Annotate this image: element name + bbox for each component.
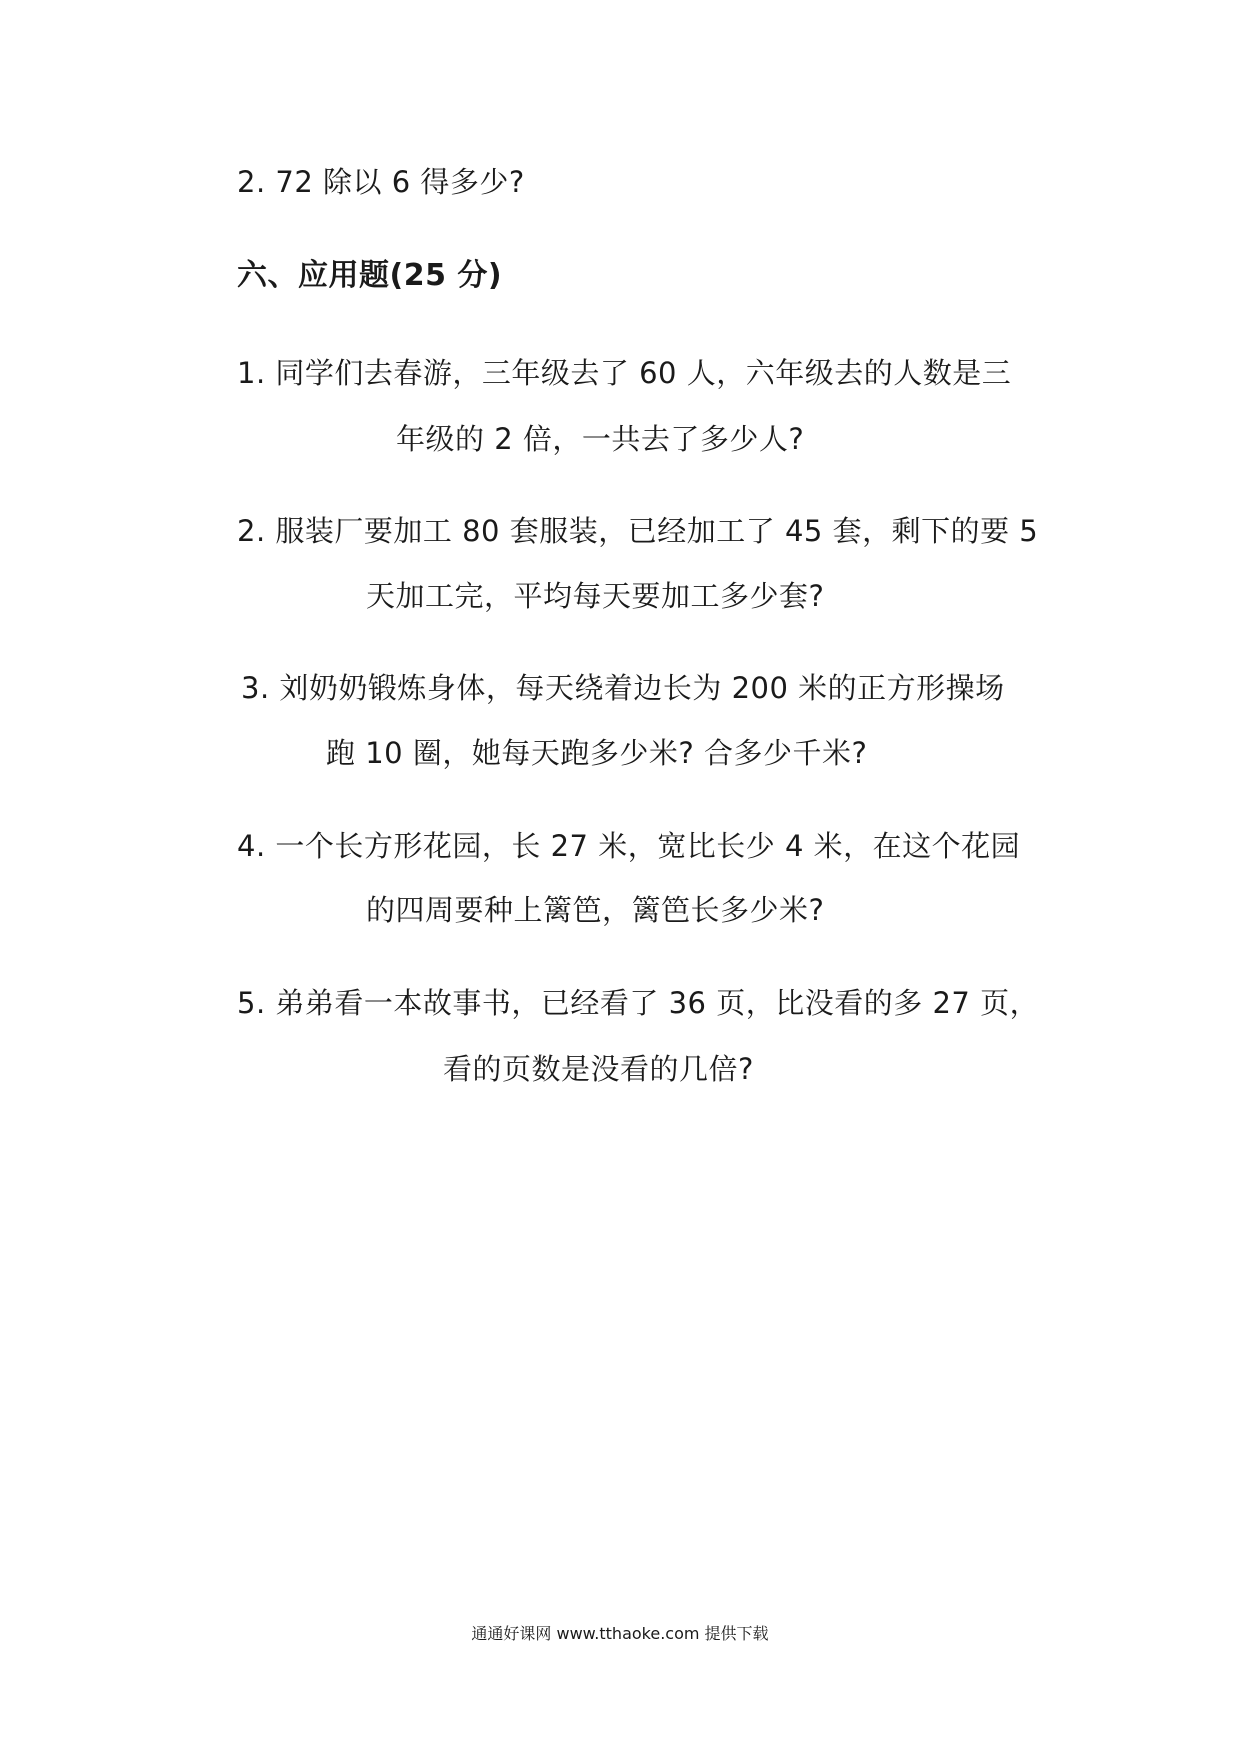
- section-heading: 六、应用题(25 分): [237, 258, 503, 293]
- question-1-line-2: 年级的 2 倍，一共去了多少人?: [396, 422, 805, 456]
- question-3-line-1: 3. 刘奶奶锻炼身体，每天绕着边长为 200 米的正方形操场: [241, 671, 1005, 705]
- question-4-line-2: 的四周要种上篱笆，篱笆长多少米?: [366, 893, 825, 927]
- question-5-line-2: 看的页数是没看的几倍?: [443, 1052, 754, 1086]
- question-4-line-1: 4. 一个长方形花园，长 27 米，宽比长少 4 米，在这个花园: [237, 829, 1021, 863]
- question-3-line-2: 跑 10 圈，她每天跑多少米? 合多少千米?: [326, 736, 868, 770]
- question-5-line-1: 5. 弟弟看一本故事书，已经看了 36 页，比没看的多 27 页，: [237, 986, 1040, 1020]
- question-2-line-1: 2. 服装厂要加工 80 套服装，已经加工了 45 套，剩下的要 5: [237, 514, 1039, 548]
- question-1-line-1: 1. 同学们去春游，三年级去了 60 人，六年级去的人数是三: [237, 356, 1012, 390]
- previous-question-2: 2. 72 除以 6 得多少?: [237, 165, 525, 199]
- question-2-line-2: 天加工完，平均每天要加工多少套?: [366, 579, 825, 613]
- footer-credit: 通通好课网 www.tthaoke.com 提供下载: [471, 1624, 769, 1643]
